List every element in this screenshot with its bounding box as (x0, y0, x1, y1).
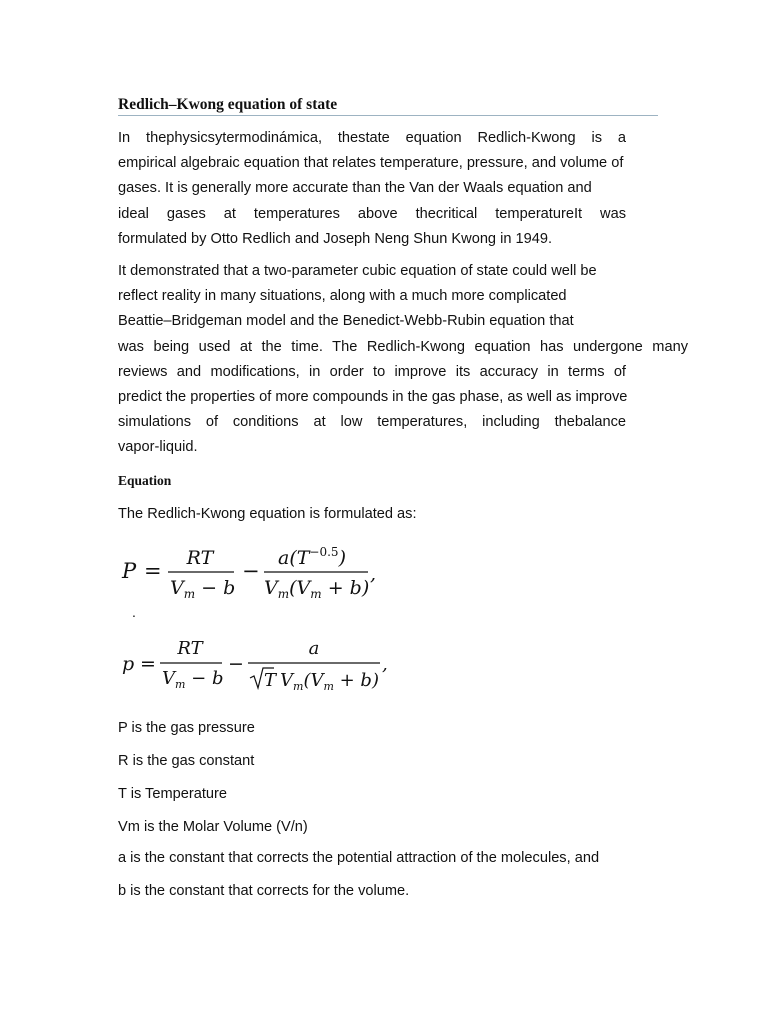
fraction-denominator: $V_m - b$ (170, 577, 236, 601)
fraction-denominator: $V_m - b$ (162, 668, 224, 691)
equation-intro: The Redlich-Kwong equation is formulated as: (118, 506, 417, 522)
paragraph-line: It demonstrated that a two-parameter cubic equation of state could well be (118, 263, 597, 279)
equation-redlich-kwong (118, 538, 398, 608)
paragraph-history (118, 259, 688, 461)
definition-molar-volume: Vm is the Molar Volume (V/n) (118, 819, 308, 835)
paragraph-line: formulated by Otto Redlich and Joseph Neng Shun Kwong in 1949. (118, 230, 553, 247)
definition-pressure: P is the gas pressure (118, 720, 255, 736)
paragraph-line: reviews and modifications, in order to improve its accuracy in terms of (118, 363, 626, 380)
paragraph-line: predict the properties of more compounds in the gas phase, as well as improve (118, 389, 628, 406)
paragraph-line: reflect reality in many situations, along with a much more complicated (118, 288, 567, 305)
equals-sign: = (140, 653, 156, 675)
fraction-denominator: $V_m(V_m + b)$ (280, 670, 379, 693)
minus-sign: − (242, 559, 260, 583)
fraction-numerator: RT (177, 638, 203, 659)
section-heading: Equation (118, 473, 172, 488)
paragraph-line: empirical algebraic equation that relates temperature, pressure, and volume of (118, 155, 624, 172)
paragraph-line: was being used at the time. The Redlich-Kwong equation has undergone many (118, 338, 688, 355)
trailing-comma: , (382, 654, 388, 675)
equals-sign: = (144, 559, 162, 583)
paragraph-line: In thephysicsytermodinámica, thestate equation Redlich-Kwong is a (118, 130, 626, 146)
paragraph-line: simulations of conditions at low temperatures, including thebalance (118, 414, 626, 431)
minus-sign: − (228, 653, 244, 675)
definition-gas-constant: R is the gas constant (118, 753, 255, 769)
definition-temperature: T is Temperature (118, 786, 227, 802)
paragraph-intro (118, 126, 626, 252)
fraction-numerator: RT (186, 547, 214, 569)
definition-constant-a: a is the constant that corrects the potential attraction of the molecules, and (118, 850, 600, 866)
equation-lhs: P (122, 559, 137, 583)
fraction-denominator: $V_m(V_m + b)$ (264, 577, 370, 601)
fraction-numerator: $a(T^{-0.5})$ (278, 545, 346, 569)
paragraph-line: gases. It is generally more accurate than the Van der Waals equation and (118, 180, 592, 197)
equation-lhs: p (122, 653, 135, 675)
trailing-comma: , (370, 563, 377, 585)
definition-constant-b: b is the constant that corrects for the volume. (118, 883, 410, 899)
paragraph-line: vapor-liquid. (118, 439, 198, 456)
separator-dot: . (132, 604, 136, 620)
paragraph-line: Beattie–Bridgeman model and the Benedict-Webb-Rubin equation that (118, 313, 574, 330)
page-title: Redlich–Kwong equation of state (118, 96, 658, 116)
root-radicand: T (264, 670, 277, 691)
paragraph-line: ideal gases at temperatures above thecritical temperatureIt was (118, 205, 626, 222)
fraction-numerator: a (308, 638, 320, 659)
equation-redlich-kwong-sqrt (118, 630, 408, 700)
